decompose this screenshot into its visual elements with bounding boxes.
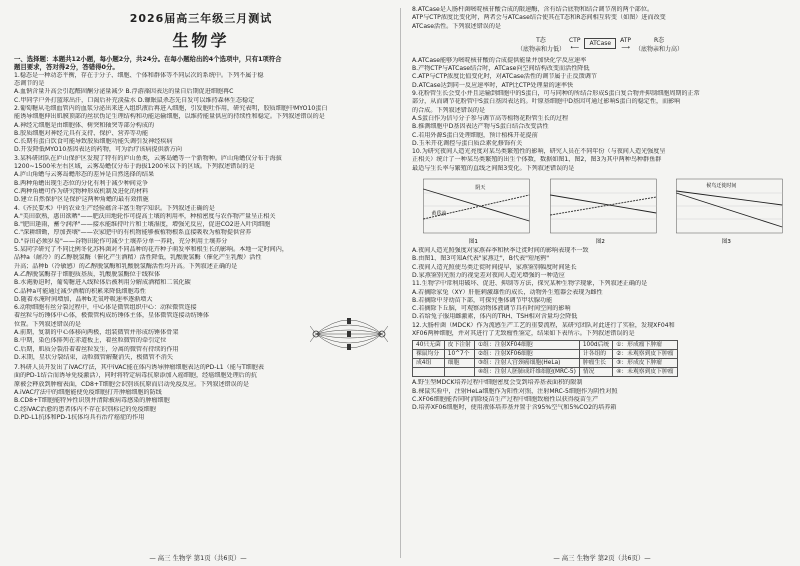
text-line: ATP与CTP浓度比变化时，两者会与ATCase结合使其在T态和R态间相互转变（如图）进而改变 <box>412 14 666 22</box>
page-right <box>404 0 800 566</box>
table-row <box>413 359 678 368</box>
text-line: C.后期，肌质分裂沿着着丝粒发生，分离的微管有持续的作用 <box>14 345 179 353</box>
text-line: 最适与生长率与繁殖的直线之间图3变化。下列叙述错误的是 <box>412 164 575 172</box>
text-line: 着丝粒与纺锤体中心体，极微管构成纺锤体主体，星体微管连接动纺锤体 <box>14 312 209 320</box>
text-line: A.庐山角蟾与云雾岛蟾形态的差异是自然选择的结果 <box>14 171 155 179</box>
text-line: B.中期，染色体排列在赤道板上，着丝粒微管的牵引定位 <box>14 337 167 345</box>
fig1-series-b: 黄昏前 <box>431 211 447 218</box>
text-line: D.建立自然保护区是保护这两种角蟾的最有效措施 <box>14 196 149 204</box>
left-text-block-c <box>14 364 388 422</box>
table-cell <box>413 368 445 377</box>
text-line: 12.大肠杆菌（MDCK）作为流感生产工艺的重要流程，某研究团队对此进行了实验，发现XF04和 <box>412 321 675 329</box>
fig2-line-a <box>550 195 656 213</box>
text-line: 态调节的是 <box>14 80 45 88</box>
text-line: D."谷田必须岁易"——谷物田轮作可减少土壤养分单一养耗，充分利用土壤养分 <box>14 237 228 245</box>
text-line: A.野生型MDCK培养过程中细胞密度会受到培养基表面积的限制 <box>412 379 583 387</box>
right-text-block-c <box>412 247 788 338</box>
r-state-desc: （底物亲和力高） <box>635 45 684 53</box>
text-line: A."美田欲熟，惠田欲晒"——肥沃田地轮作可提高土壤的利用率，种植密度与农作物产量呈正相关 <box>14 212 276 220</box>
text-line: C.两种角蟾可作为研究物种形成机制及进化的材料 <box>14 187 149 195</box>
table-cell: 计各组的 <box>579 350 612 359</box>
text-line: 11.生物学中常利用破坏、促进、抑制等方法，探究某种生物学现象，下列叙述正确的是 <box>412 280 648 288</box>
fig3-caption: 图3 <box>722 239 732 246</box>
text-line: D.随着水淹时间增加，品种b无氧呼吸速率逐渐增大 <box>14 295 153 303</box>
text-line: B.CD8+T细胞能特异性识别并清除被病毒感染的肿瘤细胞 <box>14 397 170 405</box>
text-line: A.iVAC疗法中的细胞能使免疫细胞打开肿瘤细胞的防线 <box>14 389 162 397</box>
text-line: A.乙醇脱氢酶存于细胞质基质，乳酸脱氢酶位于线粒体 <box>14 270 161 278</box>
text-line: C.甲同学户外打篮球出汗，口渴后补充淡盐水 D.镰眠鼠杀态先自发可以维持森林生态稳定 <box>14 96 255 104</box>
atp-label: ATP <box>620 36 632 44</box>
text-line: C.长期有蛋白饮食可能导致胶质细胞功能失调引发神经疾病 <box>14 138 173 146</box>
t-state <box>517 35 565 53</box>
table-cell: 细胞 <box>444 359 474 368</box>
table-row <box>413 341 678 350</box>
text-line: 位置。下列叙述错误的是 <box>14 320 82 328</box>
text-line: 题目要求，答对得2分，答错得0分。 <box>14 63 119 72</box>
left-text-block-b <box>14 304 306 362</box>
text-line: D.若给兔子服用雌激素，体内的TRH、TSH相对含量均会降低 <box>412 313 578 321</box>
text-line: 原被会释放到肿瘤表面，CD8+T细胞会识别该抗原而启动免疫反应。下列叙述错误的是 <box>14 380 249 388</box>
text-line: 一、选择题：本题共12小题，每小题2分，共24分。在每小题给出的4个选项中，只有1项符合 <box>14 55 282 63</box>
chart-fig1 <box>412 175 535 245</box>
text-line: C.品种a可能通过减少酒精的积累来降低细胞毒性 <box>14 287 146 295</box>
text-line: B.胶质细胞对神经元具有支持、保护、营养等功能 <box>14 129 149 137</box>
text-line: ATCase活性。下列叙述错误的是 <box>412 22 502 30</box>
t-state-desc: （底物亲和力低） <box>516 45 565 53</box>
table-row <box>413 368 678 377</box>
ctp-arrow <box>569 37 580 51</box>
text-line: 正相关）统计了一种某鸟类繁殖的出生个体数，数据如图1、图2，图3为其中两种鸟种群鱼群 <box>412 156 662 164</box>
text-line: C."深耕细锄，厚加粪壤"——农家肥中的有机物能够被植物根系直接吸收为植物提供营养 <box>14 229 252 237</box>
text-line: B.两种角蟾出现生态位的分化有利于减少种间竞争 <box>14 179 149 187</box>
left-text-block-a <box>14 55 388 304</box>
text-line: A.神经元细胞是由细胞体、树突和轴突等部分构成的 <box>14 121 155 129</box>
text-line: B.推测细胞中D基因表达产物与S蛋白结合改变活性 <box>412 123 549 131</box>
table-cell: 裸鼠均分 <box>413 350 445 359</box>
table-cell: ①：形成瘤下肿瘤 <box>613 341 677 350</box>
table-cell: ①组：注射XF04细胞 <box>474 341 579 350</box>
table-cell <box>444 368 474 377</box>
table-cell: 成4组 <box>413 359 445 368</box>
text-line: D.末期，星状分裂结束，动粒微管解聚消失，极微管不消失 <box>14 353 173 361</box>
text-line: A.血钠含量升高会引起醛固酮分泌量减少 B.浮游藻因表达的量自后期促进细胞再C <box>14 88 234 96</box>
q6-row <box>14 304 388 364</box>
text-line: B."肥田逢雨，蓄令润泽"——接水能维持叶片和土壤湿度，增强光反应，促进CO2进入叶肉细胞 <box>14 221 271 229</box>
left-page-footer: — 高三 生物学 第1页（共6页）— <box>149 554 247 562</box>
right-text-block-b <box>412 57 788 173</box>
fig3-label: 候鸟迁徙时间 <box>706 183 737 190</box>
text-line: 能诱导细胞伸出肌膜顶部的丝状伪足生理结构和功能运输细胞，以维持能量供应的持续性和稳定。下列叙述错误的是 <box>14 113 325 121</box>
q10-charts <box>412 175 788 245</box>
table-cell: ④：未观察到皮下肿瘤 <box>613 368 677 377</box>
table-cell: ②：未观察到皮下肿瘤 <box>613 350 677 359</box>
right-text-block-d <box>412 379 788 412</box>
text-line: D.培养XF06细胞时，使用液体培养基并置于含95%空气和5%CO2的培养箱 <box>412 404 617 412</box>
text-line: 升高；品种b（冷敏感）的乙醇脱氢酶和乳酸脱氢酶活性均升高。下列叙述正确的是 <box>14 262 238 270</box>
text-line: 5.某同学研究了不同比例冬化苏科菌对不同品种的花卉种子萌发率和根生长的影响。本地一定时间内， <box>14 246 288 254</box>
text-line: B.裸鼠实验中，注射HeLa细胞作为阳性对照，注射MRC-5细胞作为阴性对照 <box>412 387 618 395</box>
table-cell: ③组：注射人宫颈癌细胞(HeLa) <box>474 359 579 368</box>
text-line: 3.某科研团队在庐山保护区发现了特有的庐山鱼类，云雾岛蟾等一个新物种。庐山角蟾仅分布于海拔 <box>14 154 282 162</box>
text-line: 2.葡萄糖从毛细血管内的血浆分泌出来进入组织液后再进入细胞，引发胞吐作用，研究表明，胶质细胞中MYO10蛋白 <box>14 105 328 112</box>
text-line: 的合成。下列叙述错误的是 <box>412 106 486 114</box>
table-row <box>413 350 678 359</box>
r-state-label: R态 <box>653 36 665 44</box>
text-line: D.家燕鉴别光照力的视觉差对夜间人造光增强的一种适应 <box>412 271 565 279</box>
text-line: 部分，从而调节花粉管中S蛋白基因表达的。叶原基细胞中D基因可通过影响S蛋白的稳定性，而影响 <box>412 98 681 106</box>
text-line: C.若用外源S蛋白处理细胞，预计植株开花提前 <box>412 131 538 139</box>
column-divider <box>400 8 401 558</box>
text-line: C.夜间人造光照使鸟类迁徙时间提早，家燕鉴别幅度时间延长 <box>412 263 577 271</box>
text-line: 品种a（耐冷）的乙醇脱氢酶（催化产生酒精）活性降低，乳酸脱氢酶（催化产生乳酸）活性 <box>14 254 262 262</box>
text-line: 9.花粉管生长会变小并且运输到细胞中的S蛋白，可与同种的所结合形成S蛋白复合物并抑制细胞周期的正常 <box>412 90 700 98</box>
text-line: C.经iVAC治愈的患者体内不存在识别标记的免疫细胞 <box>14 405 156 413</box>
text-line: B.产物CTP与ATCase结合时，ATCase向空间结构改变而活性降低 <box>412 65 590 73</box>
table-cell: 肿瘤生长 <box>579 359 612 368</box>
chart-fig2 <box>539 175 662 245</box>
text-line: 10.为研究夜间人造光亮度对某鸟类繁殖性的影响，研究人员在不同年份（与夜间人造光强度呈 <box>412 148 666 156</box>
text-line: 1.稳态是一种动态平衡，存在于分子、细胞、个体和群体等不同层次的系统中。下列不属于稳 <box>14 71 264 79</box>
text-line: 8.ATCase是人肠杆菌嘧啶核苷酸合成的限速酶，含有结合底物和结合调节剂的两个部位。 <box>412 6 654 13</box>
text-line: 6.动物细胞有丝分裂过程中，中心体是微管组织中心：动粒微管连接 <box>14 304 197 312</box>
text-line: 4.《齐民要术》中的农业生产经验蕴含丰富生物学知识。下列叙述正确的是 <box>14 204 215 212</box>
arrow-right-icon: ⟶ <box>621 43 630 51</box>
arrow-left-icon: ⟵ <box>570 43 580 51</box>
exam-title: 2026届高三年级三月测试 <box>129 12 273 25</box>
text-line: 7.科研人员开发出了iVAC疗法，其中iVAC能在体内诱导肿瘤细胞表达的PD-L1（能与T细胞表 <box>14 364 264 372</box>
text-line: C.若摘除下丘脑，可观察动物体液调节具有时间空间的影响 <box>412 305 571 313</box>
table-cell: ③：形成皮下肿瘤 <box>613 359 677 368</box>
text-line: A.夜间人造光照强度对家燕春季和秋季迁徙时间的影响表现不一致 <box>412 247 589 255</box>
table-cell: 100d后统 <box>579 341 612 350</box>
atcase-box: ATCase <box>584 38 616 49</box>
mitosis-spindle-figure <box>310 304 388 364</box>
table-cell: 皮下注射 <box>444 341 474 350</box>
text-line: B.由图1、图3可知A代表"家燕迁"，B代表"短尾鸦" <box>412 255 550 263</box>
text-line: D.玉米开花调控与蛋白质泛素化修饰有关 <box>412 139 523 147</box>
text-line: C.XF06细胞能否同时消除疫苗生产过程中细胞致瘤性以获得疫苗生产 <box>412 395 599 403</box>
fig2-caption: 图2 <box>595 239 605 246</box>
fig1-caption: 图1 <box>468 239 478 246</box>
fig1-series-a: 阴天 <box>475 185 486 192</box>
table-cell: 情况 <box>579 368 612 377</box>
chart-fig3 <box>665 175 788 245</box>
right-text-block-a <box>412 6 788 31</box>
text-line: B.水淹胁迫时，葡萄糖进入线粒体后被利用分解成酒精和二氧化碳 <box>14 279 191 287</box>
text-line: D.开发降低MYO10基因表达的药物，可为治疗该病提供新方向 <box>14 146 182 154</box>
table-cell: 10^7个 <box>444 350 474 359</box>
text-line: B.若摘除中芽幼苗下部，可探究垂体调节甲状腺功能 <box>412 296 553 304</box>
text-line: D.PD-L1抗体和PD-1抗体均具有治疗癌症的作用 <box>14 413 145 421</box>
table-cell: 40只无菌 <box>413 341 445 350</box>
text-line: 1200~1500米左右区域，云雾岛蟾仅分布于海拔1200米以下的区域。下列叙述错误的是 <box>14 163 255 171</box>
q12-experiment-table <box>412 340 678 377</box>
text-line: A.前期，复制的中心体移向两极，组装微管并形成纺锤体骨架 <box>14 329 179 337</box>
text-line: XF06两种细胞，并对其进行了无致瘤性鉴定，结果如下表所示。下列叙述错误的是 <box>412 330 635 338</box>
text-line: D.ATCase达到同一反应速率时，ATP比CTP处理量的速率快 <box>412 81 574 89</box>
right-page-footer: — 高三 生物学 第2页（共6页）— <box>553 554 651 562</box>
r-state <box>635 35 683 53</box>
ctp-label: CTP <box>568 36 581 44</box>
t-state-label: T态 <box>536 36 546 44</box>
atcase-diagram <box>412 31 788 57</box>
text-line: A.ATCase能够为嘧啶核苷酸的合成提供能量并加快化学反应速率 <box>412 56 587 64</box>
text-line: A.若摘除家兔（XY）肝脏刺激雄性的成长，动物外生殖器会表现为雌性 <box>412 288 603 296</box>
atp-arrow <box>620 37 631 51</box>
subject-title: 生物学 <box>172 31 230 50</box>
text-line: 面的PD-1结合而诱导免疫激活），同时将特定病毒抗原添加入癌细胞，经癌细胞处理后的抗 <box>14 372 257 380</box>
text-line: C.ATP与CTP浓度比值变化时，对ATCase活性的调节属于正反馈调节 <box>412 73 597 81</box>
table-cell: ④组：注射人胚肺成纤维细胞(MRC-5) <box>474 368 579 377</box>
table-cell: ②组：注射XF06细胞 <box>474 350 579 359</box>
text-line: A.S蛋白作为信号分子参与调节高等植物花粉管生长的过程 <box>412 114 569 122</box>
page-left <box>0 0 396 566</box>
